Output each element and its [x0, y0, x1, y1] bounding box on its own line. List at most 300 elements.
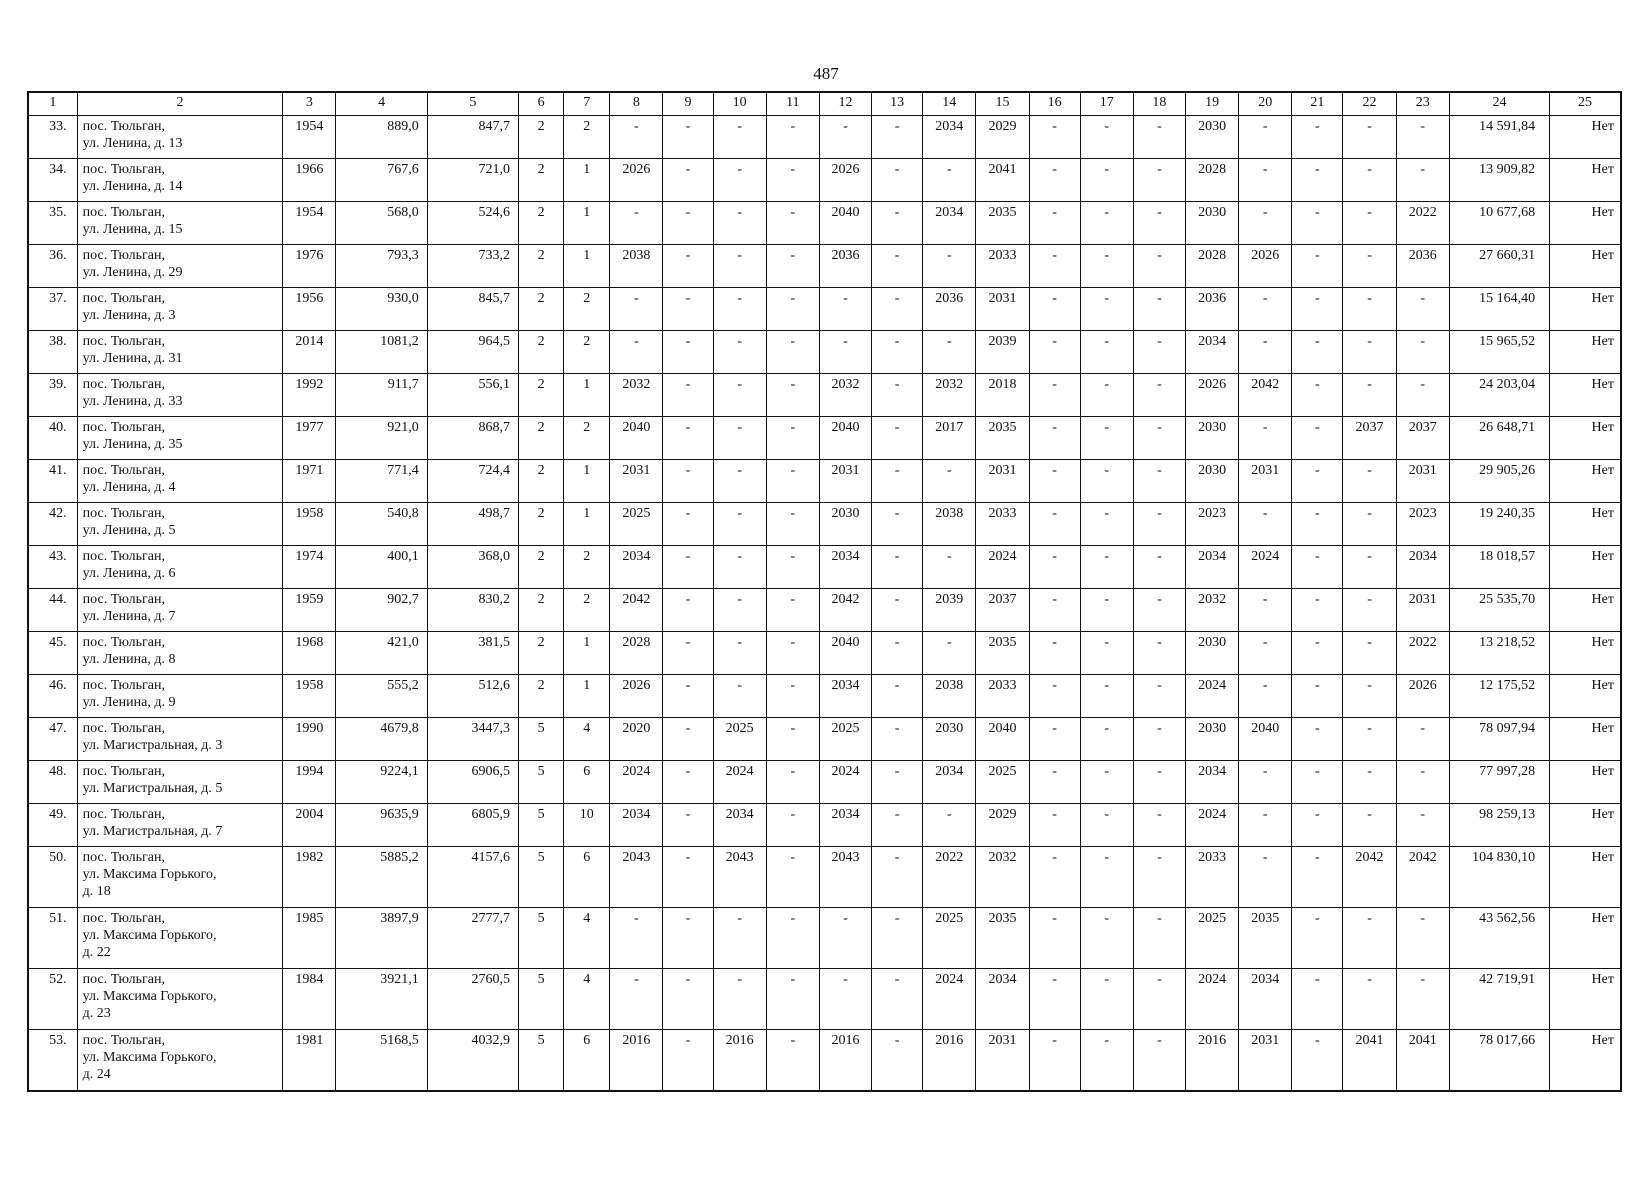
- table-cell: 2035: [976, 632, 1029, 675]
- flag-cell: Нет: [1550, 847, 1621, 908]
- column-header: 6: [519, 92, 564, 116]
- table-cell: 2: [564, 288, 610, 331]
- table-cell: -: [1133, 159, 1185, 202]
- address-cell: [77, 761, 283, 804]
- cost-cell: 10 677,68: [1449, 202, 1549, 245]
- row-number: 43.: [28, 546, 77, 589]
- table-cell: 2026: [610, 675, 663, 718]
- address-line: ул. Максима Горького,: [82, 989, 217, 1004]
- table-cell: -: [1133, 761, 1185, 804]
- flag-cell: Нет: [1550, 374, 1621, 417]
- table-cell: -: [872, 632, 923, 675]
- table-cell: -: [1080, 202, 1133, 245]
- table-cell: 2029: [976, 116, 1029, 159]
- address-line: д. 23: [82, 1006, 111, 1021]
- address-cell: [77, 460, 283, 503]
- table-cell: 2034: [1186, 546, 1239, 589]
- column-header: 9: [663, 92, 713, 116]
- table-cell: 2037: [976, 589, 1029, 632]
- table-cell: 2034: [1239, 969, 1292, 1030]
- address-line: пос. Тюльган,: [82, 248, 165, 263]
- area-cell: 5168,5: [336, 1030, 427, 1092]
- flag-cell: Нет: [1550, 417, 1621, 460]
- address-line: пос. Тюльган,: [82, 506, 165, 521]
- area-cell: 400,1: [336, 546, 427, 589]
- address-cell: [77, 202, 283, 245]
- table-cell: 2: [519, 331, 564, 374]
- address-line: ул. Магистральная, д. 7: [82, 824, 223, 839]
- table-cell: 1971: [283, 460, 336, 503]
- table-cell: -: [1133, 374, 1185, 417]
- table-cell: -: [819, 969, 871, 1030]
- cost-cell: 29 905,26: [1449, 460, 1549, 503]
- table-cell: -: [1080, 847, 1133, 908]
- table-cell: -: [1292, 1030, 1343, 1092]
- table-cell: -: [1343, 202, 1396, 245]
- table-cell: 4: [564, 718, 610, 761]
- address-cell: [77, 718, 283, 761]
- table-cell: -: [663, 245, 713, 288]
- table-cell: 1: [564, 374, 610, 417]
- table-cell: 2024: [819, 761, 871, 804]
- cost-cell: 78 017,66: [1449, 1030, 1549, 1092]
- table-cell: -: [1080, 546, 1133, 589]
- table-cell: -: [819, 116, 871, 159]
- table-cell: 2035: [976, 202, 1029, 245]
- address-line: ул. Ленина, д. 7: [82, 609, 176, 624]
- column-header: 24: [1449, 92, 1549, 116]
- column-header: 17: [1080, 92, 1133, 116]
- table-cell: 2: [519, 202, 564, 245]
- table-cell: -: [923, 632, 976, 675]
- table-cell: -: [1396, 116, 1449, 159]
- table-cell: 2028: [610, 632, 663, 675]
- table-cell: -: [1292, 718, 1343, 761]
- table-cell: -: [872, 675, 923, 718]
- address-line: пос. Тюльган,: [82, 678, 165, 693]
- table-cell: 2034: [819, 804, 871, 847]
- address-cell: [77, 159, 283, 202]
- table-cell: -: [1343, 761, 1396, 804]
- table-row: [28, 245, 1621, 288]
- table-cell: -: [1133, 804, 1185, 847]
- cost-cell: 98 259,13: [1449, 804, 1549, 847]
- table-cell: 1974: [283, 546, 336, 589]
- table-cell: 2024: [923, 969, 976, 1030]
- table-cell: 5: [519, 804, 564, 847]
- row-number: 47.: [28, 718, 77, 761]
- table-cell: 2043: [713, 847, 766, 908]
- table-cell: -: [1292, 589, 1343, 632]
- table-cell: 2035: [976, 908, 1029, 969]
- table-cell: -: [713, 460, 766, 503]
- table-cell: 1958: [283, 675, 336, 718]
- table-cell: -: [1239, 331, 1292, 374]
- table-cell: -: [1396, 331, 1449, 374]
- table-cell: -: [1292, 546, 1343, 589]
- table-cell: 2016: [819, 1030, 871, 1092]
- table-cell: 2028: [1186, 245, 1239, 288]
- flag-cell: Нет: [1550, 503, 1621, 546]
- table-cell: -: [1396, 288, 1449, 331]
- table-cell: -: [766, 718, 819, 761]
- table-cell: -: [766, 969, 819, 1030]
- area-cell: 3897,9: [336, 908, 427, 969]
- table-cell: 2023: [1186, 503, 1239, 546]
- housing-repair-table: [27, 91, 1622, 1092]
- table-cell: 1: [564, 503, 610, 546]
- table-row: [28, 460, 1621, 503]
- column-header: 7: [564, 92, 610, 116]
- table-cell: -: [1029, 245, 1080, 288]
- table-cell: -: [872, 245, 923, 288]
- row-number: 40.: [28, 417, 77, 460]
- address-cell: [77, 969, 283, 1030]
- table-cell: -: [1239, 847, 1292, 908]
- table-cell: -: [872, 202, 923, 245]
- table-cell: 2040: [819, 202, 871, 245]
- table-cell: -: [923, 331, 976, 374]
- table-cell: -: [663, 908, 713, 969]
- area-cell: 964,5: [427, 331, 518, 374]
- table-cell: 2042: [1343, 847, 1396, 908]
- table-cell: 6: [564, 847, 610, 908]
- column-header: 5: [427, 92, 518, 116]
- table-cell: 2036: [819, 245, 871, 288]
- table-cell: -: [1396, 804, 1449, 847]
- row-number: 48.: [28, 761, 77, 804]
- table-cell: -: [1133, 1030, 1185, 1092]
- table-cell: 2030: [1186, 417, 1239, 460]
- area-cell: 847,7: [427, 116, 518, 159]
- table-cell: -: [1080, 761, 1133, 804]
- table-cell: -: [1396, 761, 1449, 804]
- table-cell: 2031: [1239, 460, 1292, 503]
- table-cell: -: [872, 1030, 923, 1092]
- cost-cell: 18 018,57: [1449, 546, 1549, 589]
- row-number: 49.: [28, 804, 77, 847]
- column-header: 13: [872, 92, 923, 116]
- table-cell: -: [1343, 503, 1396, 546]
- table-cell: -: [1029, 675, 1080, 718]
- table-cell: 2036: [1396, 245, 1449, 288]
- table-cell: -: [610, 331, 663, 374]
- table-cell: -: [1343, 331, 1396, 374]
- table-cell: -: [1292, 159, 1343, 202]
- table-cell: 2034: [923, 761, 976, 804]
- table-cell: -: [1343, 804, 1396, 847]
- table-cell: 2: [519, 460, 564, 503]
- table-cell: -: [1080, 417, 1133, 460]
- address-cell: [77, 589, 283, 632]
- area-cell: 381,5: [427, 632, 518, 675]
- table-cell: -: [1029, 847, 1080, 908]
- table-cell: -: [1292, 969, 1343, 1030]
- table-cell: 2032: [610, 374, 663, 417]
- table-cell: 2041: [976, 159, 1029, 202]
- table-cell: 5: [519, 847, 564, 908]
- table-cell: -: [1292, 331, 1343, 374]
- area-cell: 921,0: [336, 417, 427, 460]
- table-cell: 2034: [1186, 761, 1239, 804]
- address-cell: [77, 675, 283, 718]
- table-cell: -: [1029, 589, 1080, 632]
- table-cell: 2029: [976, 804, 1029, 847]
- table-row: [28, 632, 1621, 675]
- address-cell: [77, 503, 283, 546]
- row-number: 34.: [28, 159, 77, 202]
- table-cell: 2024: [1186, 969, 1239, 1030]
- area-cell: 4032,9: [427, 1030, 518, 1092]
- area-cell: 721,0: [427, 159, 518, 202]
- column-header: 2: [77, 92, 283, 116]
- area-cell: 2760,5: [427, 969, 518, 1030]
- table-cell: -: [819, 331, 871, 374]
- address-cell: [77, 417, 283, 460]
- area-cell: 540,8: [336, 503, 427, 546]
- table-cell: 2004: [283, 804, 336, 847]
- table-cell: -: [1239, 632, 1292, 675]
- table-row: [28, 908, 1621, 969]
- cost-cell: 77 997,28: [1449, 761, 1549, 804]
- table-cell: -: [663, 374, 713, 417]
- row-number: 44.: [28, 589, 77, 632]
- table-cell: -: [766, 202, 819, 245]
- column-header: 21: [1292, 92, 1343, 116]
- table-cell: -: [713, 503, 766, 546]
- table-cell: -: [766, 116, 819, 159]
- table-cell: 2: [519, 374, 564, 417]
- area-cell: 524,6: [427, 202, 518, 245]
- table-cell: -: [1239, 202, 1292, 245]
- table-cell: -: [1239, 417, 1292, 460]
- table-cell: 2031: [1396, 589, 1449, 632]
- table-cell: 2031: [1239, 1030, 1292, 1092]
- cost-cell: 13 218,52: [1449, 632, 1549, 675]
- table-cell: -: [872, 331, 923, 374]
- table-cell: 1984: [283, 969, 336, 1030]
- cost-cell: 15 164,40: [1449, 288, 1549, 331]
- table-cell: -: [1292, 116, 1343, 159]
- address-line: пос. Тюльган,: [82, 1033, 165, 1048]
- table-cell: 2030: [1186, 202, 1239, 245]
- table-cell: 2032: [923, 374, 976, 417]
- column-header: 1: [28, 92, 77, 116]
- table-cell: -: [1080, 116, 1133, 159]
- area-cell: 724,4: [427, 460, 518, 503]
- table-cell: -: [1133, 288, 1185, 331]
- table-cell: 2040: [819, 632, 871, 675]
- table-cell: 1977: [283, 417, 336, 460]
- table-cell: -: [872, 589, 923, 632]
- table-cell: -: [713, 908, 766, 969]
- row-number: 39.: [28, 374, 77, 417]
- flag-cell: Нет: [1550, 546, 1621, 589]
- table-cell: 2032: [819, 374, 871, 417]
- area-cell: 3447,3: [427, 718, 518, 761]
- area-cell: 6805,9: [427, 804, 518, 847]
- table-cell: -: [663, 288, 713, 331]
- table-cell: -: [766, 546, 819, 589]
- table-cell: -: [1292, 804, 1343, 847]
- table-cell: -: [1080, 460, 1133, 503]
- table-cell: -: [1080, 331, 1133, 374]
- address-line: ул. Магистральная, д. 3: [82, 738, 223, 753]
- table-cell: -: [1396, 374, 1449, 417]
- table-cell: 2030: [819, 503, 871, 546]
- area-cell: 421,0: [336, 632, 427, 675]
- table-row: [28, 331, 1621, 374]
- flag-cell: Нет: [1550, 718, 1621, 761]
- row-number: 52.: [28, 969, 77, 1030]
- table-cell: -: [663, 331, 713, 374]
- table-cell: 2034: [1396, 546, 1449, 589]
- table-cell: 2: [519, 417, 564, 460]
- table-cell: 2037: [1343, 417, 1396, 460]
- address-line: пос. Тюльган,: [82, 291, 165, 306]
- table-cell: -: [1343, 969, 1396, 1030]
- table-cell: 1992: [283, 374, 336, 417]
- table-cell: 2025: [1186, 908, 1239, 969]
- table-cell: 2030: [1186, 632, 1239, 675]
- table-cell: -: [1133, 632, 1185, 675]
- table-cell: 2030: [923, 718, 976, 761]
- flag-cell: Нет: [1550, 116, 1621, 159]
- table-cell: 2033: [1186, 847, 1239, 908]
- flag-cell: Нет: [1550, 675, 1621, 718]
- address-line: ул. Магистральная, д. 5: [82, 781, 223, 796]
- table-cell: -: [1343, 288, 1396, 331]
- table-row: [28, 718, 1621, 761]
- table-cell: -: [1133, 969, 1185, 1030]
- column-header: 11: [766, 92, 819, 116]
- table-row: [28, 675, 1621, 718]
- table-cell: -: [1029, 116, 1080, 159]
- table-cell: 1958: [283, 503, 336, 546]
- table-cell: 1954: [283, 202, 336, 245]
- table-cell: 5: [519, 761, 564, 804]
- address-cell: [77, 632, 283, 675]
- table-cell: 2031: [610, 460, 663, 503]
- address-line: пос. Тюльган,: [82, 549, 165, 564]
- table-cell: 2026: [1186, 374, 1239, 417]
- table-cell: 6: [564, 761, 610, 804]
- table-cell: 2034: [923, 202, 976, 245]
- table-cell: -: [766, 908, 819, 969]
- table-cell: 2026: [610, 159, 663, 202]
- table-cell: -: [1292, 761, 1343, 804]
- area-cell: 733,2: [427, 245, 518, 288]
- table-cell: -: [1239, 288, 1292, 331]
- table-cell: -: [766, 1030, 819, 1092]
- table-cell: -: [663, 804, 713, 847]
- flag-cell: Нет: [1550, 908, 1621, 969]
- table-cell: -: [663, 589, 713, 632]
- table-cell: -: [766, 503, 819, 546]
- address-line: пос. Тюльган,: [82, 334, 165, 349]
- area-cell: 9224,1: [336, 761, 427, 804]
- cost-cell: 27 660,31: [1449, 245, 1549, 288]
- table-cell: 2016: [923, 1030, 976, 1092]
- table-cell: -: [713, 331, 766, 374]
- table-cell: 2031: [1396, 460, 1449, 503]
- cost-cell: 24 203,04: [1449, 374, 1549, 417]
- table-cell: 2024: [1186, 804, 1239, 847]
- column-header: 12: [819, 92, 871, 116]
- row-number: 50.: [28, 847, 77, 908]
- table-cell: 2035: [1239, 908, 1292, 969]
- table-cell: 2033: [976, 503, 1029, 546]
- table-cell: 2016: [610, 1030, 663, 1092]
- column-header: 23: [1396, 92, 1449, 116]
- table-cell: 2040: [819, 417, 871, 460]
- table-cell: 2: [519, 589, 564, 632]
- table-cell: -: [1292, 908, 1343, 969]
- table-cell: 2023: [1396, 503, 1449, 546]
- table-cell: -: [1029, 632, 1080, 675]
- table-cell: -: [1343, 374, 1396, 417]
- table-cell: -: [872, 116, 923, 159]
- table-cell: -: [872, 417, 923, 460]
- table-row: [28, 1030, 1621, 1092]
- address-line: ул. Ленина, д. 15: [82, 222, 183, 237]
- table-cell: -: [1343, 116, 1396, 159]
- flag-cell: Нет: [1550, 589, 1621, 632]
- address-cell: [77, 847, 283, 908]
- table-cell: -: [1029, 202, 1080, 245]
- table-cell: -: [1396, 969, 1449, 1030]
- table-cell: 1959: [283, 589, 336, 632]
- table-row: [28, 804, 1621, 847]
- table-cell: -: [872, 374, 923, 417]
- area-cell: 4679,8: [336, 718, 427, 761]
- table-cell: -: [1343, 675, 1396, 718]
- table-cell: 2030: [1186, 718, 1239, 761]
- table-cell: 1968: [283, 632, 336, 675]
- table-cell: 1966: [283, 159, 336, 202]
- table-cell: -: [1343, 460, 1396, 503]
- column-header: 19: [1186, 92, 1239, 116]
- table-cell: 5: [519, 718, 564, 761]
- table-cell: -: [872, 804, 923, 847]
- area-cell: 889,0: [336, 116, 427, 159]
- address-line: ул. Ленина, д. 8: [82, 652, 176, 667]
- column-header: 4: [336, 92, 427, 116]
- table-cell: -: [663, 718, 713, 761]
- table-cell: -: [766, 804, 819, 847]
- table-cell: 2042: [819, 589, 871, 632]
- address-cell: [77, 245, 283, 288]
- table-cell: -: [872, 460, 923, 503]
- table-cell: -: [713, 288, 766, 331]
- table-cell: 2: [564, 331, 610, 374]
- table-cell: -: [1239, 116, 1292, 159]
- table-cell: 2040: [976, 718, 1029, 761]
- table-cell: 1: [564, 159, 610, 202]
- address-line: ул. Ленина, д. 33: [82, 394, 183, 409]
- table-cell: -: [1292, 503, 1343, 546]
- table-cell: -: [713, 546, 766, 589]
- table-cell: -: [1029, 460, 1080, 503]
- table-cell: 1954: [283, 116, 336, 159]
- address-cell: [77, 1030, 283, 1092]
- table-cell: -: [713, 374, 766, 417]
- table-cell: 2: [564, 417, 610, 460]
- table-cell: -: [1080, 632, 1133, 675]
- table-cell: -: [1239, 503, 1292, 546]
- cost-cell: 15 965,52: [1449, 331, 1549, 374]
- table-row: [28, 417, 1621, 460]
